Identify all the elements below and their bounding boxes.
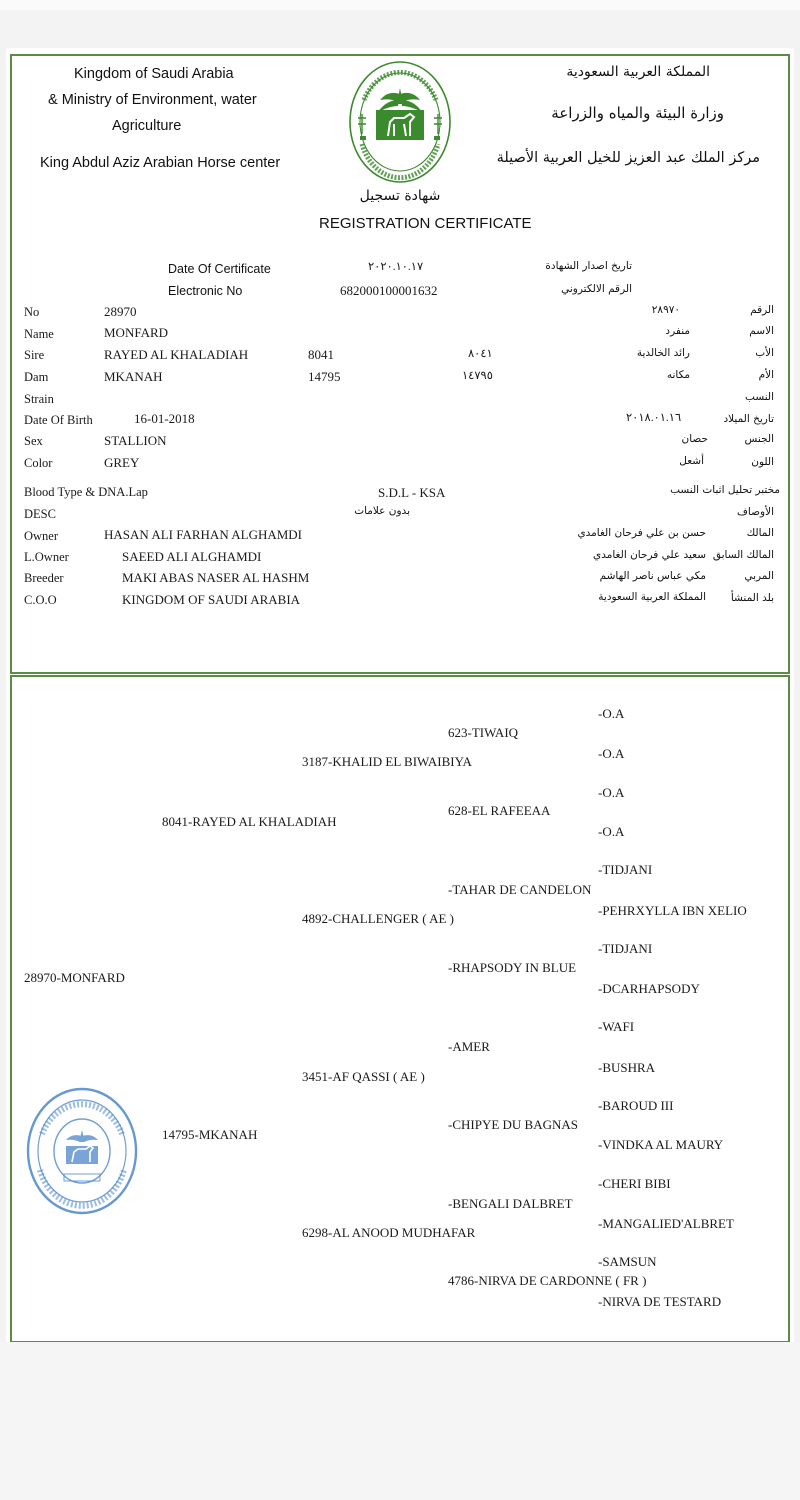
coo-label-ar: بلد المنشأ	[730, 592, 774, 604]
pedigree-gen5-entry: -CHERI BIBI	[598, 1176, 671, 1191]
header-en-line1: Kingdom of Saudi Arabia	[74, 66, 234, 82]
pedigree-gen5-entry: -PEHRXYLLA IBN XELIO	[598, 903, 747, 918]
blood-type-value: S.D.L - KSA	[378, 485, 446, 500]
last-owner-value-ar: سعيد علي فرحان الغامدي	[593, 549, 706, 561]
name-label-ar: الاسم	[749, 325, 774, 337]
last-owner-label-ar: المالك السابق	[712, 549, 774, 561]
breeder-label: Breeder	[24, 571, 64, 585]
pedigree-gen4-entry: -RHAPSODY IN BLUE	[448, 960, 577, 975]
coo-value: KINGDOM OF SAUDI ARABIA	[122, 592, 301, 607]
electronic-no-label: Electronic No	[168, 284, 243, 298]
breeder-value: MAKI ABAS NASER AL HASHM	[122, 570, 310, 585]
pedigree-gen5-entry: -BUSHRA	[598, 1060, 656, 1075]
date-of-certificate-label: Date Of Certificate	[168, 262, 271, 276]
title-arabic: شهادة تسجيل	[359, 188, 441, 204]
sex-label-ar: الجنس	[744, 433, 774, 445]
pedigree-gen4-entry: -BENGALI DALBRET	[448, 1196, 573, 1211]
pedigree-gen5-entry: -O.A	[598, 746, 625, 761]
ministry-logo-icon	[348, 60, 452, 186]
sire-number-ar: ٨٠٤١	[468, 348, 493, 360]
breeder-label-ar: المربي	[744, 570, 774, 582]
no-value: 28970	[104, 304, 137, 319]
electronic-no-label-ar: الرقم الالكتروني	[561, 283, 632, 295]
date-of-birth-label-ar: تاريخ الميلاد	[723, 413, 774, 425]
desc-value-ar: بدون علامات	[354, 505, 410, 517]
desc-label-ar: الأوصاف	[737, 506, 774, 518]
coo-label: C.O.O	[24, 593, 57, 607]
owner-label: Owner	[24, 529, 59, 543]
pedigree-gen5-entry: -O.A	[598, 824, 625, 839]
owner-value-ar: حسن بن علي فرحان الغامدي	[577, 527, 706, 539]
no-label-ar: الرقم	[750, 304, 774, 316]
pedigree-gen5-entry: -BAROUD III	[598, 1098, 674, 1113]
pedigree-gen5-entry: -VINDKA AL MAURY	[598, 1137, 724, 1152]
pedigree-horse: 28970-MONFARD	[24, 970, 125, 985]
sire-value: RAYED AL KHALADIAH	[104, 347, 249, 362]
dam-label-ar: الأم	[758, 369, 774, 381]
strain-label-ar: النسب	[745, 391, 774, 403]
pedigree-gen5-entry: -O.A	[598, 706, 625, 721]
sex-value-ar: حصان	[681, 433, 708, 445]
sire-label: Sire	[24, 348, 45, 362]
header-ar-line1: المملكة العربية السعودية	[566, 64, 710, 80]
top-strip	[0, 0, 800, 10]
bottom-strip	[0, 1342, 800, 1500]
header-ar-line3: مركز الملك عبد العزيز للخيل العربية الأصيلة	[496, 150, 760, 166]
dam-number-ar: ١٤٧٩٥	[462, 370, 493, 382]
color-value: GREY	[104, 455, 140, 470]
date-of-birth-label: Date Of Birth	[24, 413, 93, 427]
pedigree-panel	[10, 675, 790, 1343]
dam-label: Dam	[24, 370, 49, 384]
pedigree-gen5-entry: -TIDJANI	[598, 862, 653, 877]
sire-number: 8041	[308, 347, 334, 362]
date-of-birth-value: 16-01-2018	[134, 411, 195, 426]
name-label: Name	[24, 327, 54, 341]
page-title: REGISTRATION CERTIFICATE	[319, 215, 532, 232]
header-en-line4: King Abdul Aziz Arabian Horse center	[40, 155, 281, 171]
pedigree-dam: 14795-MKANAH	[162, 1127, 258, 1142]
pedigree-sire: 8041-RAYED AL KHALADIAH	[162, 814, 337, 829]
dam-value-ar: مكانه	[666, 369, 690, 381]
last-owner-label: L.Owner	[24, 550, 69, 564]
owner-label-ar: المالك	[746, 527, 774, 539]
date-of-birth-value-ar: ٢٠١٨.٠١.١٦	[626, 412, 682, 424]
pedigree-gen4-entry: -CHIPYE DU BAGNAS	[448, 1117, 579, 1132]
no-value-ar: ٢٨٩٧٠	[651, 304, 680, 316]
date-of-certificate-label-ar: تاريخ اصدار الشهادة	[545, 260, 632, 272]
pedigree-gen3-entry: 3187-KHALID EL BIWAIBIYA	[302, 754, 472, 769]
name-value-ar: منفرد	[665, 325, 690, 337]
desc-label: DESC	[24, 507, 56, 521]
strain-label: Strain	[24, 392, 54, 406]
header-ar-line2: وزارة البيئة والمياه والزراعة	[551, 104, 724, 122]
color-label: Color	[24, 456, 53, 470]
sex-value: STALLION	[104, 433, 167, 448]
date-of-certificate-value: ٢٠٢٠.١٠.١٧	[368, 261, 424, 273]
pedigree-gen3-entry: 3451-AF QASSI ( AE )	[302, 1069, 425, 1084]
dam-value: MKANAH	[104, 369, 163, 384]
sire-label-ar: الأب	[755, 347, 774, 359]
official-stamp-icon	[24, 1084, 140, 1218]
no-label: No	[24, 305, 40, 319]
pedigree-gen5-entry: -DCARHAPSODY	[598, 981, 700, 996]
pedigree-gen5-entry: -SAMSUN	[598, 1254, 657, 1269]
pedigree-gen5-entry: -WAFI	[598, 1019, 635, 1034]
header-en-line2: & Ministry of Environment, water	[48, 92, 257, 108]
sex-label: Sex	[24, 434, 43, 448]
pedigree-gen4-entry: -AMER	[448, 1039, 490, 1054]
pedigree-gen3-entry: 6298-AL ANOOD MUDHAFAR	[302, 1225, 476, 1240]
pedigree-gen4-entry: 628-EL RAFEEAA	[448, 803, 551, 818]
name-value: MONFARD	[104, 325, 169, 340]
last-owner-value: SAEED ALI ALGHAMDI	[122, 549, 262, 564]
pedigree-gen5-entry: -O.A	[598, 785, 625, 800]
pedigree-gen5-entry: -MANGALIED'ALBRET	[598, 1216, 734, 1231]
blood-type-label-ar: مختبر تحليل اثبات النسب	[670, 484, 780, 496]
pedigree-gen5-entry: -TIDJANI	[598, 941, 653, 956]
breeder-value-ar: مكي عباس ناصر الهاشم	[599, 570, 706, 582]
color-value-ar: أشعل	[679, 455, 704, 467]
pedigree-gen4-entry: 4786-NIRVA DE CARDONNE ( FR )	[448, 1273, 647, 1288]
owner-value: HASAN ALI FARHAN ALGHAMDI	[104, 527, 303, 542]
electronic-no-value: 682000100001632	[340, 283, 438, 298]
coo-value-ar: المملكة العربية السعودية	[598, 591, 706, 603]
pedigree-gen4-entry: 623-TIWAIQ	[448, 725, 519, 740]
pedigree-gen4-entry: -TAHAR DE CANDELON	[448, 882, 592, 897]
pedigree-gen5-entry: -NIRVA DE TESTARD	[598, 1294, 722, 1309]
color-label-ar: اللون	[751, 456, 774, 468]
dam-number: 14795	[308, 369, 341, 384]
header-en-line3: Agriculture	[112, 118, 182, 134]
blood-type-label: Blood Type & DNA.Lap	[24, 485, 148, 499]
sire-value-ar: رائد الخالدية	[636, 347, 690, 359]
pedigree-gen3-entry: 4892-CHALLENGER ( AE )	[302, 911, 455, 926]
